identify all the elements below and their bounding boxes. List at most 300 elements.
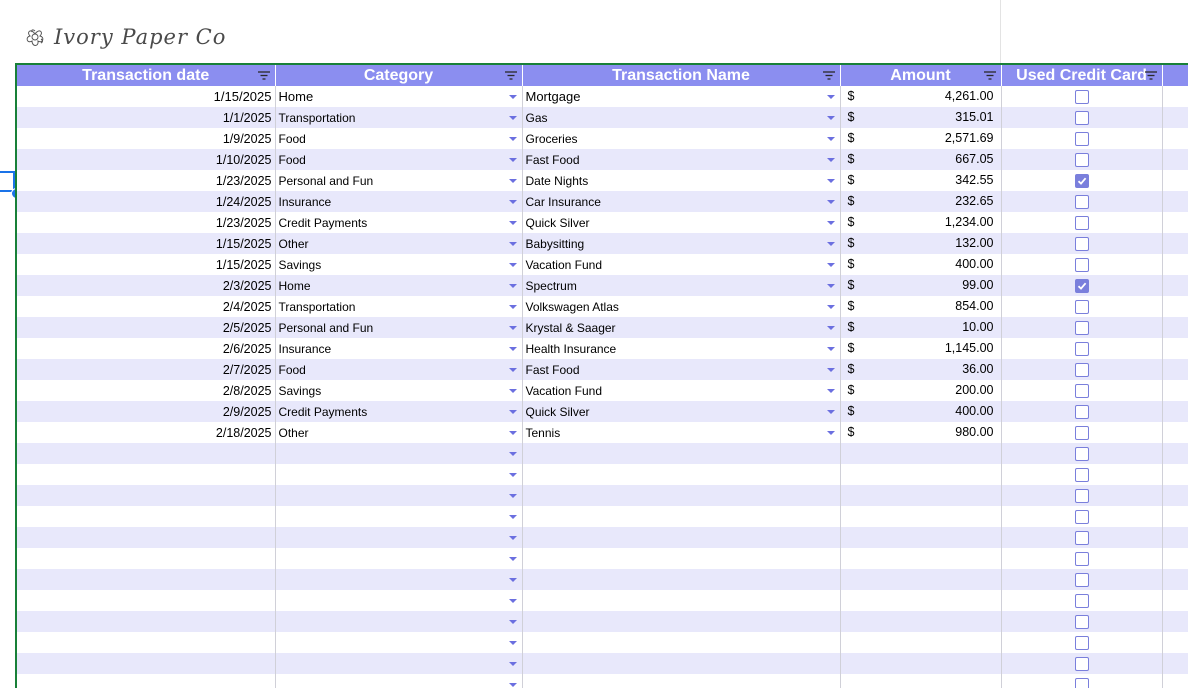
cell-amount[interactable] xyxy=(840,485,1001,506)
cell-category[interactable] xyxy=(275,380,522,401)
dropdown-arrow-icon[interactable] xyxy=(509,494,517,498)
cell-amount[interactable] xyxy=(840,569,1001,590)
category-value: Savings xyxy=(278,383,322,398)
table-row xyxy=(17,338,1188,359)
cell-amount[interactable] xyxy=(840,275,1001,296)
amount-value: 232.65 xyxy=(955,194,994,208)
cell-category[interactable] xyxy=(275,401,522,422)
filter-icon[interactable] xyxy=(1145,71,1157,80)
cell-empty[interactable] xyxy=(1162,401,1188,422)
credit-card-checkbox[interactable] xyxy=(1075,342,1089,356)
cell-transaction-date[interactable]: 2/8/2025 xyxy=(17,380,275,401)
cell-empty[interactable] xyxy=(1162,233,1188,254)
dropdown-arrow-icon[interactable] xyxy=(509,389,517,393)
cell-transaction-date[interactable] xyxy=(17,485,275,506)
cell-transaction-date[interactable]: 2/18/2025 xyxy=(17,422,275,443)
cell-empty[interactable] xyxy=(1162,359,1188,380)
dropdown-arrow-icon[interactable] xyxy=(509,620,517,624)
cell-transaction-date[interactable]: 2/5/2025 xyxy=(17,317,275,338)
cell-transaction-name[interactable] xyxy=(522,527,840,548)
cell-transaction-date[interactable] xyxy=(17,569,275,590)
cell-used-credit-card xyxy=(1001,128,1162,149)
cell-transaction-name[interactable] xyxy=(522,233,840,254)
dropdown-arrow-icon[interactable] xyxy=(509,578,517,582)
cell-transaction-name[interactable] xyxy=(522,107,840,128)
cell-empty[interactable] xyxy=(1162,275,1188,296)
cell-used-credit-card xyxy=(1001,506,1162,527)
dropdown-arrow-icon[interactable] xyxy=(827,326,835,330)
cell-amount[interactable] xyxy=(840,401,1001,422)
dropdown-arrow-icon[interactable] xyxy=(827,137,835,141)
cell-category[interactable] xyxy=(275,275,522,296)
cell-transaction-date[interactable]: 1/15/2025 xyxy=(17,254,275,275)
transaction-name-value: Tennis xyxy=(525,425,561,440)
credit-card-checkbox[interactable] xyxy=(1075,615,1089,629)
cell-transaction-name[interactable] xyxy=(522,254,840,275)
cell-transaction-date[interactable]: 1/15/2025 xyxy=(17,233,275,254)
dropdown-arrow-icon[interactable] xyxy=(827,179,835,183)
cell-transaction-name[interactable] xyxy=(522,212,840,233)
dropdown-arrow-icon[interactable] xyxy=(827,305,835,309)
dropdown-arrow-icon[interactable] xyxy=(827,368,835,372)
category-value: Personal and Fun xyxy=(278,173,374,188)
dropdown-arrow-icon[interactable] xyxy=(827,242,835,246)
cell-amount[interactable] xyxy=(840,506,1001,527)
header-label: Amount xyxy=(890,67,951,84)
spreadsheet-grid[interactable] xyxy=(15,63,1188,688)
cell-transaction-date[interactable]: 2/7/2025 xyxy=(17,359,275,380)
cell-transaction-date[interactable] xyxy=(17,611,275,632)
credit-card-checkbox[interactable] xyxy=(1075,279,1089,293)
cell-category[interactable] xyxy=(275,464,522,485)
cell-empty[interactable] xyxy=(1162,443,1188,464)
cell-used-credit-card xyxy=(1001,464,1162,485)
header-used-credit-card xyxy=(1001,65,1162,86)
cell-empty[interactable] xyxy=(1162,569,1188,590)
cell-empty[interactable] xyxy=(1162,212,1188,233)
cell-amount[interactable] xyxy=(840,212,1001,233)
cell-transaction-date[interactable]: 1/23/2025 xyxy=(17,212,275,233)
cell-empty[interactable] xyxy=(1162,674,1188,688)
table-row xyxy=(17,359,1188,380)
dropdown-arrow-icon[interactable] xyxy=(827,221,835,225)
credit-card-checkbox[interactable] xyxy=(1075,90,1089,104)
transaction-name-value: Groceries xyxy=(525,131,578,146)
cell-transaction-name[interactable] xyxy=(522,422,840,443)
cell-transaction-name[interactable] xyxy=(522,653,840,674)
credit-card-checkbox[interactable] xyxy=(1075,657,1089,671)
credit-card-checkbox[interactable] xyxy=(1075,384,1089,398)
cell-transaction-date[interactable]: 1/23/2025 xyxy=(17,170,275,191)
dropdown-arrow-icon[interactable] xyxy=(509,452,517,456)
dropdown-arrow-icon[interactable] xyxy=(509,221,517,225)
dropdown-arrow-icon[interactable] xyxy=(509,179,517,183)
table-row xyxy=(17,569,1188,590)
cell-category[interactable] xyxy=(275,128,522,149)
credit-card-checkbox[interactable] xyxy=(1075,594,1089,608)
cell-category[interactable] xyxy=(275,527,522,548)
header-label: Transaction Name xyxy=(612,67,750,84)
cell-transaction-name[interactable] xyxy=(522,191,840,212)
cell-transaction-name[interactable] xyxy=(522,506,840,527)
table-row xyxy=(17,611,1188,632)
cell-empty[interactable] xyxy=(1162,548,1188,569)
cell-category[interactable] xyxy=(275,674,522,688)
table-row xyxy=(17,443,1188,464)
dropdown-arrow-icon[interactable] xyxy=(827,263,835,267)
dropdown-arrow-icon[interactable] xyxy=(509,158,517,162)
credit-card-checkbox[interactable] xyxy=(1075,153,1089,167)
cell-used-credit-card xyxy=(1001,653,1162,674)
dropdown-arrow-icon[interactable] xyxy=(509,536,517,540)
cell-category[interactable] xyxy=(275,86,522,107)
cell-transaction-date[interactable]: 2/6/2025 xyxy=(17,338,275,359)
table-row xyxy=(17,422,1188,443)
cell-category[interactable] xyxy=(275,338,522,359)
cell-category[interactable] xyxy=(275,149,522,170)
table-row xyxy=(17,464,1188,485)
cell-amount[interactable] xyxy=(840,443,1001,464)
table-row xyxy=(17,170,1188,191)
cell-empty[interactable] xyxy=(1162,254,1188,275)
cell-category[interactable] xyxy=(275,443,522,464)
amount-value: 400.00 xyxy=(955,404,994,418)
currency-symbol: $ xyxy=(847,362,855,376)
cell-amount[interactable] xyxy=(840,380,1001,401)
dropdown-arrow-icon[interactable] xyxy=(827,95,835,99)
cell-category[interactable] xyxy=(275,485,522,506)
cell-category[interactable] xyxy=(275,611,522,632)
credit-card-checkbox[interactable] xyxy=(1075,174,1089,188)
cell-empty[interactable] xyxy=(1162,464,1188,485)
cell-transaction-date[interactable] xyxy=(17,548,275,569)
credit-card-checkbox[interactable] xyxy=(1075,132,1089,146)
currency-symbol: $ xyxy=(847,320,855,334)
cell-empty[interactable] xyxy=(1162,191,1188,212)
transaction-name-value: Mortgage xyxy=(525,89,581,104)
credit-card-checkbox[interactable] xyxy=(1075,216,1089,230)
dropdown-arrow-icon[interactable] xyxy=(827,347,835,351)
header-transaction-date xyxy=(17,65,275,86)
cell-transaction-date[interactable]: 1/10/2025 xyxy=(17,149,275,170)
cell-transaction-date[interactable]: 1/15/2025 xyxy=(17,86,275,107)
amount-value: 1,234.00 xyxy=(944,215,994,229)
cell-amount[interactable] xyxy=(840,107,1001,128)
credit-card-checkbox[interactable] xyxy=(1075,195,1089,209)
cell-transaction-name[interactable] xyxy=(522,149,840,170)
table-row xyxy=(17,674,1188,688)
dropdown-arrow-icon[interactable] xyxy=(509,515,517,519)
dropdown-arrow-icon[interactable] xyxy=(509,557,517,561)
cell-category[interactable] xyxy=(275,296,522,317)
credit-card-checkbox[interactable] xyxy=(1075,531,1089,545)
cell-empty[interactable] xyxy=(1162,338,1188,359)
currency-symbol: $ xyxy=(847,173,855,187)
credit-card-checkbox[interactable] xyxy=(1075,552,1089,566)
brand-logo xyxy=(22,24,226,50)
cell-amount[interactable] xyxy=(840,548,1001,569)
dropdown-arrow-icon[interactable] xyxy=(509,137,517,141)
cell-transaction-name[interactable] xyxy=(522,611,840,632)
cell-amount[interactable] xyxy=(840,170,1001,191)
cell-empty[interactable] xyxy=(1162,317,1188,338)
table-row xyxy=(17,632,1188,653)
currency-symbol: $ xyxy=(847,257,855,271)
table-row xyxy=(17,653,1188,674)
cell-amount[interactable] xyxy=(840,149,1001,170)
cell-amount[interactable] xyxy=(840,422,1001,443)
cell-category[interactable] xyxy=(275,569,522,590)
transaction-name-value: Volkswagen Atlas xyxy=(525,299,619,314)
dropdown-arrow-icon[interactable] xyxy=(827,389,835,393)
cell-transaction-name[interactable] xyxy=(522,296,840,317)
cell-transaction-date[interactable] xyxy=(17,632,275,653)
currency-symbol: $ xyxy=(847,383,855,397)
transaction-name-value: Fast Food xyxy=(525,362,580,377)
cell-transaction-name[interactable] xyxy=(522,170,840,191)
cell-amount[interactable] xyxy=(840,527,1001,548)
cell-category[interactable] xyxy=(275,548,522,569)
cell-empty[interactable] xyxy=(1162,149,1188,170)
cell-amount[interactable] xyxy=(840,233,1001,254)
table-row xyxy=(17,128,1188,149)
cell-category[interactable] xyxy=(275,632,522,653)
table-row xyxy=(17,485,1188,506)
cell-amount[interactable] xyxy=(840,611,1001,632)
cell-amount[interactable] xyxy=(840,632,1001,653)
dropdown-arrow-icon[interactable] xyxy=(509,242,517,246)
credit-card-checkbox[interactable] xyxy=(1075,405,1089,419)
cell-transaction-date[interactable] xyxy=(17,674,275,688)
cell-amount[interactable] xyxy=(840,464,1001,485)
cell-transaction-date[interactable]: 1/9/2025 xyxy=(17,128,275,149)
credit-card-checkbox[interactable] xyxy=(1075,237,1089,251)
category-value: Credit Payments xyxy=(278,215,368,230)
dropdown-arrow-icon[interactable] xyxy=(509,116,517,120)
dropdown-arrow-icon[interactable] xyxy=(509,683,517,687)
cell-empty[interactable] xyxy=(1162,485,1188,506)
cell-amount[interactable] xyxy=(840,590,1001,611)
checkmark-icon xyxy=(1077,176,1087,186)
currency-symbol: $ xyxy=(847,131,855,145)
cell-transaction-name[interactable] xyxy=(522,548,840,569)
amount-value: 315.01 xyxy=(955,110,994,124)
cell-transaction-date[interactable]: 2/4/2025 xyxy=(17,296,275,317)
cell-used-credit-card xyxy=(1001,359,1162,380)
category-value: Other xyxy=(278,425,309,440)
cell-empty[interactable] xyxy=(1162,632,1188,653)
credit-card-checkbox[interactable] xyxy=(1075,258,1089,272)
amount-value: 132.00 xyxy=(955,236,994,250)
cell-transaction-name[interactable] xyxy=(522,464,840,485)
dropdown-arrow-icon[interactable] xyxy=(509,599,517,603)
header-label: Transaction date xyxy=(82,67,210,84)
credit-card-checkbox[interactable] xyxy=(1075,510,1089,524)
cell-empty[interactable] xyxy=(1162,422,1188,443)
table-row xyxy=(17,275,1188,296)
dropdown-arrow-icon[interactable] xyxy=(509,347,517,351)
cell-empty[interactable] xyxy=(1162,380,1188,401)
table-row xyxy=(17,590,1188,611)
cell-category[interactable] xyxy=(275,422,522,443)
cell-used-credit-card xyxy=(1001,275,1162,296)
cell-category[interactable] xyxy=(275,653,522,674)
dropdown-arrow-icon[interactable] xyxy=(827,410,835,414)
credit-card-checkbox[interactable] xyxy=(1075,468,1089,482)
cell-amount[interactable] xyxy=(840,653,1001,674)
peony-flower-icon xyxy=(22,24,48,50)
cell-transaction-name[interactable] xyxy=(522,443,840,464)
dropdown-arrow-icon[interactable] xyxy=(509,326,517,330)
cell-category[interactable] xyxy=(275,212,522,233)
cell-amount[interactable] xyxy=(840,254,1001,275)
cell-amount[interactable] xyxy=(840,359,1001,380)
category-value: Personal and Fun xyxy=(278,320,374,335)
cell-transaction-date[interactable] xyxy=(17,590,275,611)
cell-amount[interactable] xyxy=(840,128,1001,149)
header-empty-column xyxy=(1162,65,1188,86)
filter-icon[interactable] xyxy=(258,71,270,80)
cell-category[interactable] xyxy=(275,359,522,380)
dropdown-arrow-icon[interactable] xyxy=(509,473,517,477)
cell-empty[interactable] xyxy=(1162,296,1188,317)
currency-symbol: $ xyxy=(847,299,855,313)
cell-transaction-name[interactable] xyxy=(522,275,840,296)
cell-transaction-date[interactable] xyxy=(17,653,275,674)
cell-used-credit-card xyxy=(1001,548,1162,569)
cell-empty[interactable] xyxy=(1162,86,1188,107)
amount-value: 200.00 xyxy=(955,383,994,397)
dropdown-arrow-icon[interactable] xyxy=(509,431,517,435)
cell-transaction-date[interactable] xyxy=(17,506,275,527)
dropdown-arrow-icon[interactable] xyxy=(827,158,835,162)
cell-transaction-date[interactable] xyxy=(17,443,275,464)
cell-empty[interactable] xyxy=(1162,590,1188,611)
cell-empty[interactable] xyxy=(1162,128,1188,149)
amount-value: 667.05 xyxy=(955,152,994,166)
transaction-name-value: Date Nights xyxy=(525,173,589,188)
dropdown-arrow-icon[interactable] xyxy=(509,284,517,288)
cell-category[interactable] xyxy=(275,233,522,254)
category-value: Food xyxy=(278,152,306,167)
transaction-name-value: Babysitting xyxy=(525,236,585,251)
cell-transaction-name[interactable] xyxy=(522,317,840,338)
cell-category[interactable] xyxy=(275,170,522,191)
cell-transaction-name[interactable] xyxy=(522,338,840,359)
cell-transaction-name[interactable] xyxy=(522,674,840,688)
cell-used-credit-card xyxy=(1001,233,1162,254)
cell-transaction-date[interactable]: 2/3/2025 xyxy=(17,275,275,296)
table-row xyxy=(17,107,1188,128)
cell-amount[interactable] xyxy=(840,191,1001,212)
dropdown-arrow-icon[interactable] xyxy=(827,200,835,204)
brand-name: Ivory Paper Co xyxy=(54,25,227,49)
dropdown-arrow-icon[interactable] xyxy=(509,263,517,267)
cell-category[interactable] xyxy=(275,506,522,527)
cell-amount[interactable] xyxy=(840,674,1001,688)
cell-transaction-name[interactable] xyxy=(522,86,840,107)
dropdown-arrow-icon[interactable] xyxy=(509,662,517,666)
category-value: Home xyxy=(278,278,311,293)
dropdown-arrow-icon[interactable] xyxy=(827,284,835,288)
cell-amount[interactable] xyxy=(840,338,1001,359)
dropdown-arrow-icon[interactable] xyxy=(509,410,517,414)
credit-card-checkbox[interactable] xyxy=(1075,678,1089,688)
amount-value: 342.55 xyxy=(955,173,994,187)
dropdown-arrow-icon[interactable] xyxy=(509,368,517,372)
dropdown-arrow-icon[interactable] xyxy=(509,641,517,645)
table-row xyxy=(17,317,1188,338)
credit-card-checkbox[interactable] xyxy=(1075,573,1089,587)
cell-transaction-name[interactable] xyxy=(522,359,840,380)
dropdown-arrow-icon[interactable] xyxy=(509,95,517,99)
cell-empty[interactable] xyxy=(1162,170,1188,191)
cell-category[interactable] xyxy=(275,107,522,128)
credit-card-checkbox[interactable] xyxy=(1075,321,1089,335)
dropdown-arrow-icon[interactable] xyxy=(827,116,835,120)
cell-transaction-date[interactable] xyxy=(17,527,275,548)
cell-empty[interactable] xyxy=(1162,107,1188,128)
cell-amount[interactable] xyxy=(840,296,1001,317)
cell-transaction-date[interactable]: 1/1/2025 xyxy=(17,107,275,128)
cell-empty[interactable] xyxy=(1162,611,1188,632)
category-value: Food xyxy=(278,131,306,146)
cell-amount[interactable] xyxy=(840,86,1001,107)
cell-category[interactable] xyxy=(275,191,522,212)
cell-category[interactable] xyxy=(275,254,522,275)
cell-transaction-name[interactable] xyxy=(522,128,840,149)
cell-amount[interactable] xyxy=(840,317,1001,338)
table-row xyxy=(17,401,1188,422)
table-row xyxy=(17,149,1188,170)
cell-empty[interactable] xyxy=(1162,527,1188,548)
cell-used-credit-card xyxy=(1001,191,1162,212)
cell-transaction-date[interactable] xyxy=(17,464,275,485)
sheet-top-area xyxy=(0,0,1188,63)
cell-used-credit-card xyxy=(1001,380,1162,401)
cell-transaction-name[interactable] xyxy=(522,632,840,653)
cell-transaction-name[interactable] xyxy=(522,590,840,611)
cell-transaction-name[interactable] xyxy=(522,401,840,422)
cell-transaction-name[interactable] xyxy=(522,569,840,590)
credit-card-checkbox[interactable] xyxy=(1075,111,1089,125)
cell-empty[interactable] xyxy=(1162,653,1188,674)
cell-transaction-name[interactable] xyxy=(522,380,840,401)
cell-category[interactable] xyxy=(275,590,522,611)
credit-card-checkbox[interactable] xyxy=(1075,489,1089,503)
table-row xyxy=(17,254,1188,275)
credit-card-checkbox[interactable] xyxy=(1075,426,1089,440)
filter-icon[interactable] xyxy=(505,71,517,80)
cell-used-credit-card xyxy=(1001,611,1162,632)
cell-empty[interactable] xyxy=(1162,506,1188,527)
credit-card-checkbox[interactable] xyxy=(1075,363,1089,377)
dropdown-arrow-icon[interactable] xyxy=(509,305,517,309)
dropdown-arrow-icon[interactable] xyxy=(827,431,835,435)
cell-category[interactable] xyxy=(275,317,522,338)
credit-card-checkbox[interactable] xyxy=(1075,447,1089,461)
credit-card-checkbox[interactable] xyxy=(1075,636,1089,650)
filter-icon[interactable] xyxy=(823,71,835,80)
amount-value: 36.00 xyxy=(962,362,994,376)
cell-used-credit-card xyxy=(1001,86,1162,107)
filter-icon[interactable] xyxy=(984,71,996,80)
dropdown-arrow-icon[interactable] xyxy=(509,200,517,204)
cell-transaction-date[interactable]: 1/24/2025 xyxy=(17,191,275,212)
cell-transaction-name[interactable] xyxy=(522,485,840,506)
credit-card-checkbox[interactable] xyxy=(1075,300,1089,314)
cell-transaction-date[interactable]: 2/9/2025 xyxy=(17,401,275,422)
